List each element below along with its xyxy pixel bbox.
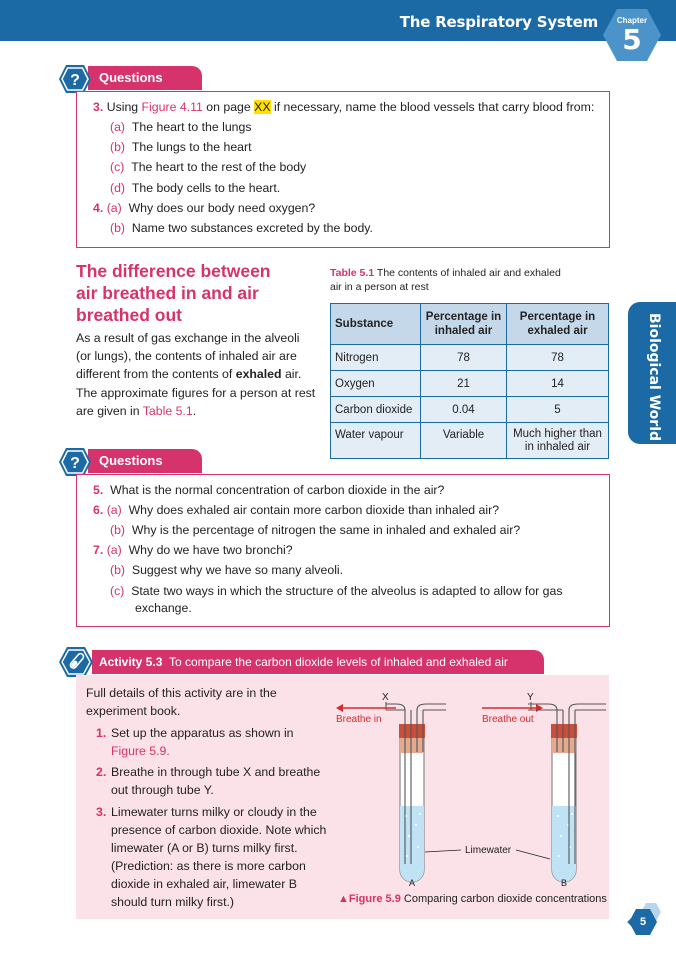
table-row — [331, 423, 609, 459]
activity-step-3: 3. Limewater turns milky or cloudy in the presence of carbon dioxide. Note which limewater (A or B) turns milky first. (Prediction: as there is more carbon dioxide in exhaled air, limewater B should turn milky first.) — [96, 805, 327, 909]
question-3c: (c) The heart to the rest of the body — [110, 160, 307, 174]
table-header: Percentage in inhaled air — [421, 304, 507, 345]
test-tube-b — [528, 704, 606, 882]
side-tab-label: Biological World — [646, 312, 662, 442]
chapter-label: Chapter — [616, 16, 648, 25]
activity-step-2: 2. Breathe in through tube X and breathe out through tube Y. — [96, 765, 321, 797]
table-cell: Oxygen — [331, 371, 421, 397]
table-cell: 78 — [507, 345, 609, 371]
table-header-row — [331, 304, 609, 345]
table-cell: Variable — [421, 423, 507, 459]
tube-a-label: A — [409, 878, 416, 888]
svg-text:?: ? — [70, 72, 80, 89]
table-cell: Carbon dioxide — [331, 397, 421, 423]
table-cell: 0.04 — [421, 397, 507, 423]
question-7c-continued: exchange. — [135, 601, 192, 615]
table-cell: 21 — [421, 371, 507, 397]
table-row — [331, 397, 609, 423]
breathe-out-label: Breathe out — [482, 714, 534, 725]
chapter-title: The Respiratory System — [399, 13, 598, 31]
section-body: As a result of gas exchange in the alveoli (or lungs), the contents of inhaled air are different from the contents of exhaled air. The approximate figures for a person at rest are given in Table 5.1. — [76, 331, 316, 418]
data-table — [330, 303, 609, 459]
question-3d: (d) The body cells to the heart. — [110, 181, 281, 195]
page-reference: XX — [254, 100, 271, 114]
question-mark-icon — [58, 447, 92, 477]
activity-intro: Full details of this activity are in the experiment book. — [86, 686, 277, 718]
question-4b: (b) Name two substances excreted by the body. — [110, 221, 373, 235]
questions-label: Questions — [88, 66, 202, 90]
activity-step-1: 1. Set up the apparatus as shown in Figure 5.9. — [96, 726, 294, 758]
test-tube-icon — [58, 646, 94, 678]
question-5: 5. What is the normal concentration of carbon dioxide in the air? — [93, 483, 445, 497]
question-7b: (b) Suggest why we have so many alveoli. — [110, 563, 344, 577]
questions-box-2 — [76, 474, 610, 627]
test-tube-a — [386, 704, 446, 882]
question-6b: (b) Why is the percentage of nitrogen the same in inhaled and exhaled air? — [110, 523, 521, 537]
tube-b-label: B — [561, 878, 568, 888]
questions-heading — [58, 64, 178, 90]
side-tab — [628, 302, 676, 444]
question-6a: 6. (a) Why does exhaled air contain more carbon dioxide than inhaled air? — [93, 503, 500, 517]
question-3: 3. Using Figure 4.11 on page XX if necessary, name the blood vessels that carry blood from: — [93, 100, 595, 114]
figure-reference[interactable]: Figure 4.11 — [141, 100, 203, 114]
questions-heading — [58, 447, 178, 473]
question-7c: (c) State two ways in which the structure of the alveolus is adapted to allow for gas — [110, 584, 563, 598]
question-4a: 4. (a) Why does our body need oxygen? — [93, 201, 316, 215]
question-mark-icon — [58, 64, 92, 94]
chapter-number: 5 — [622, 23, 642, 56]
question-3a: (a) The heart to the lungs — [110, 120, 252, 134]
limewater-apparatus-figure — [330, 684, 609, 888]
table-cell: Water vapour — [331, 423, 421, 459]
question-3b: (b) The lungs to the heart — [110, 140, 252, 154]
table-reference[interactable]: Table 5.1 — [142, 403, 193, 418]
table-header: Percentage in exhaled air — [507, 304, 609, 345]
table-cell: Nitrogen — [331, 345, 421, 371]
svg-text:?: ? — [70, 455, 80, 472]
activity-title: Activity 5.3 To compare the carbon dioxide levels of inhaled and exhaled air — [92, 650, 544, 674]
chapter-badge — [602, 8, 662, 62]
table-cell: Much higher than in inhaled air — [507, 423, 609, 459]
section-title: The difference between air breathed in and air breathed out — [76, 261, 271, 325]
table-caption: Table 5.1 The contents of inhaled air and exhaled air in a person at rest — [330, 267, 561, 293]
questions-label: Questions — [88, 449, 202, 473]
questions-box-1 — [76, 91, 610, 248]
tube-x-label: X — [382, 692, 389, 703]
limewater-label: Limewater — [465, 845, 512, 856]
page-number: 5 — [639, 916, 647, 928]
breathe-in-label: Breathe in — [336, 714, 382, 725]
figure-caption: ▲Figure 5.9 Comparing carbon dioxide concentrations — [338, 893, 607, 905]
question-7a: 7. (a) Why do we have two bronchi? — [93, 543, 293, 557]
figure-reference[interactable]: Figure 5.9. — [111, 744, 170, 758]
tube-y-label: Y — [527, 692, 534, 703]
caption-marker-icon: ▲ — [338, 893, 349, 905]
table-row — [331, 371, 609, 397]
table-cell: 14 — [507, 371, 609, 397]
table-row — [331, 345, 609, 371]
table-header: Substance — [331, 304, 421, 345]
page-number-badge — [622, 900, 662, 944]
table-cell: 78 — [421, 345, 507, 371]
table-cell: 5 — [507, 397, 609, 423]
